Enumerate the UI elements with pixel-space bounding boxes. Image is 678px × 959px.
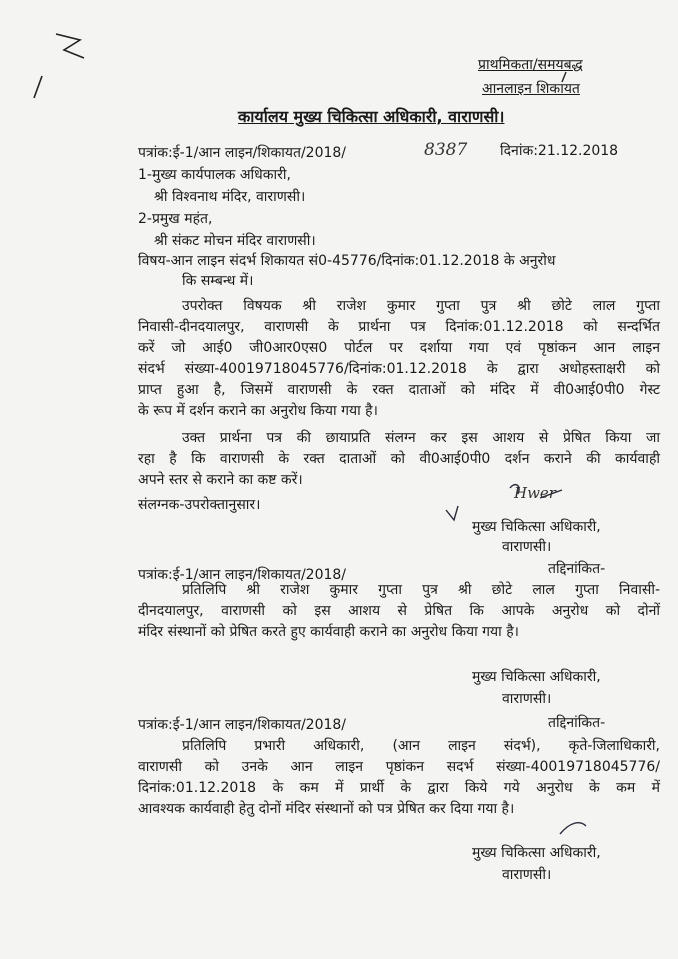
- addressee-2-name: श्री संकट मोचन मंदिर वाराणसी।: [154, 233, 316, 249]
- addressee-1-name: श्री विश्वनाथ मंदिर, वाराणसी।: [154, 189, 306, 205]
- paragraph-line: उक्त प्रार्थना पत्र की छायाप्रति संलग्न कर इस आशय से प्रेषित किया जा: [182, 430, 660, 446]
- signature-tick: [556, 816, 596, 846]
- addressee-1-title: 1-मुख्य कार्यपालक अधिकारी,: [138, 167, 291, 183]
- subject-line: विषय-आन लाइन संदर्भ शिकायत सं0-45776/दिनांक:01.12.2018 के अनुरोध: [138, 253, 556, 269]
- paragraph-line: मंदिर संस्थानों को प्रेषित करते हुए कार्यवाही कराने का अनुरोध किया गया है।: [138, 624, 519, 640]
- complaint-type-label: आनलाइन शिकायत: [482, 81, 580, 97]
- paragraph-line: आवश्यक कार्यवाही हेतु दोनों मंदिर संस्थानों को पत्र प्रेषित कर दिया गया है।: [138, 801, 515, 817]
- letter-date: दिनांक:21.12.2018: [500, 143, 619, 159]
- body-paragraph-2: [138, 428, 660, 491]
- copy-1-date: तद्दिनांकित-: [548, 561, 606, 577]
- copy-1-ref-number: पत्रांक:ई-1/आन लाइन/शिकायत/2018/: [138, 567, 347, 583]
- copy-2-date: तद्दिनांकित-: [548, 715, 606, 731]
- paragraph-line: निवासी-दीनदयालपुर, वाराणसी के प्रार्थना पत्र दिनांक:01.12.2018 को सन्दर्भित: [138, 319, 660, 335]
- margin-pen-mark: [50, 28, 90, 68]
- copy-1-signatory-city: वाराणसी।: [502, 691, 552, 707]
- copy-2-body: [138, 736, 660, 820]
- paragraph-line: दीनदयालपुर, वाराणसी को इस आशय से प्रेषित कि आपके अनुरोध को दोनों: [138, 603, 660, 619]
- paragraph-line: रहा है कि वाराणसी के रक्त दाताओं को वी0आई0पी0 दर्शन कराने की कार्यवाही: [138, 451, 660, 467]
- copy-2-ref-number: पत्रांक:ई-1/आन लाइन/शिकायत/2018/: [138, 717, 347, 733]
- letter-ref-number: पत्रांक:ई-1/आन लाइन/शिकायत/2018/: [138, 145, 347, 161]
- copy-1-signatory-designation: मुख्य चिकित्सा अधिकारी,: [472, 669, 601, 685]
- copy-2-signatory-city: वाराणसी।: [502, 867, 552, 883]
- paragraph-line: दिनांक:01.12.2018 के कम में प्रार्थी के द्वारा किये गये अनुरोध के कम में: [138, 780, 660, 796]
- paragraph-line: के रूप में दर्शन कराने का अनुरोध किया गया है।: [138, 403, 378, 419]
- paragraph-line: करें जो आई0 जी0आर0एस0 पोर्टल पर दर्शाया गया एवं पृष्ठांकन आन लाइन: [138, 340, 660, 356]
- signatory-city: वाराणसी।: [502, 539, 552, 555]
- signature-initials: Hwer: [514, 484, 556, 502]
- signatory-designation: मुख्य चिकित्सा अधिकारी,: [472, 519, 601, 535]
- body-paragraph-1: [138, 296, 660, 422]
- paragraph-line: प्राप्त हुआ है, जिसमें वाराणसी के रक्त दाताओं को मंदिर में वी0आई0पी0 गेस्ट: [138, 382, 660, 398]
- handwritten-ref-number: 8387: [424, 140, 468, 160]
- priority-label: प्राथमिकता/समयबद्ध: [478, 57, 583, 73]
- margin-tick-mark: [30, 74, 50, 104]
- paragraph-line: अपने स्तर से कराने का कष्ट करें।: [138, 472, 303, 488]
- enclosure-note: संलग्नक-उपरोक्तानुसार।: [138, 497, 261, 513]
- addressee-2-title: 2-प्रमुख महंत,: [138, 211, 213, 227]
- copy-1-body: [138, 580, 660, 643]
- paragraph-line: उपरोक्त विषयक श्री राजेश कुमार गुप्ता पुत्र श्री छोटे लाल गुप्ता: [182, 298, 660, 314]
- subject-line-continued: कि सम्बन्ध में।: [182, 273, 254, 289]
- copy-2-signatory-designation: मुख्य चिकित्सा अधिकारी,: [472, 845, 601, 861]
- office-title: कार्यालय मुख्य चिकित्सा अधिकारी, वाराणसी।: [238, 107, 505, 126]
- paragraph-line: वाराणसी को उनके आन लाइन पृष्ठांकन सदर्भ संख्या-40019718045776/: [138, 759, 660, 775]
- paragraph-line: प्रतिलिपि श्री राजेश कुमार गुप्ता पुत्र श्री छोटे लाल गुप्ता निवासी-: [182, 582, 660, 598]
- paragraph-line: प्रतिलिपि प्रभारी अधिकारी, (आन लाइन संदर्भ), कृते-जिलाधिकारी,: [182, 738, 660, 754]
- paragraph-line: संदर्भ संख्या-40019718045776/दिनांक:01.12.2018 के द्वारा अधोहस्ताक्षरी को: [138, 361, 660, 377]
